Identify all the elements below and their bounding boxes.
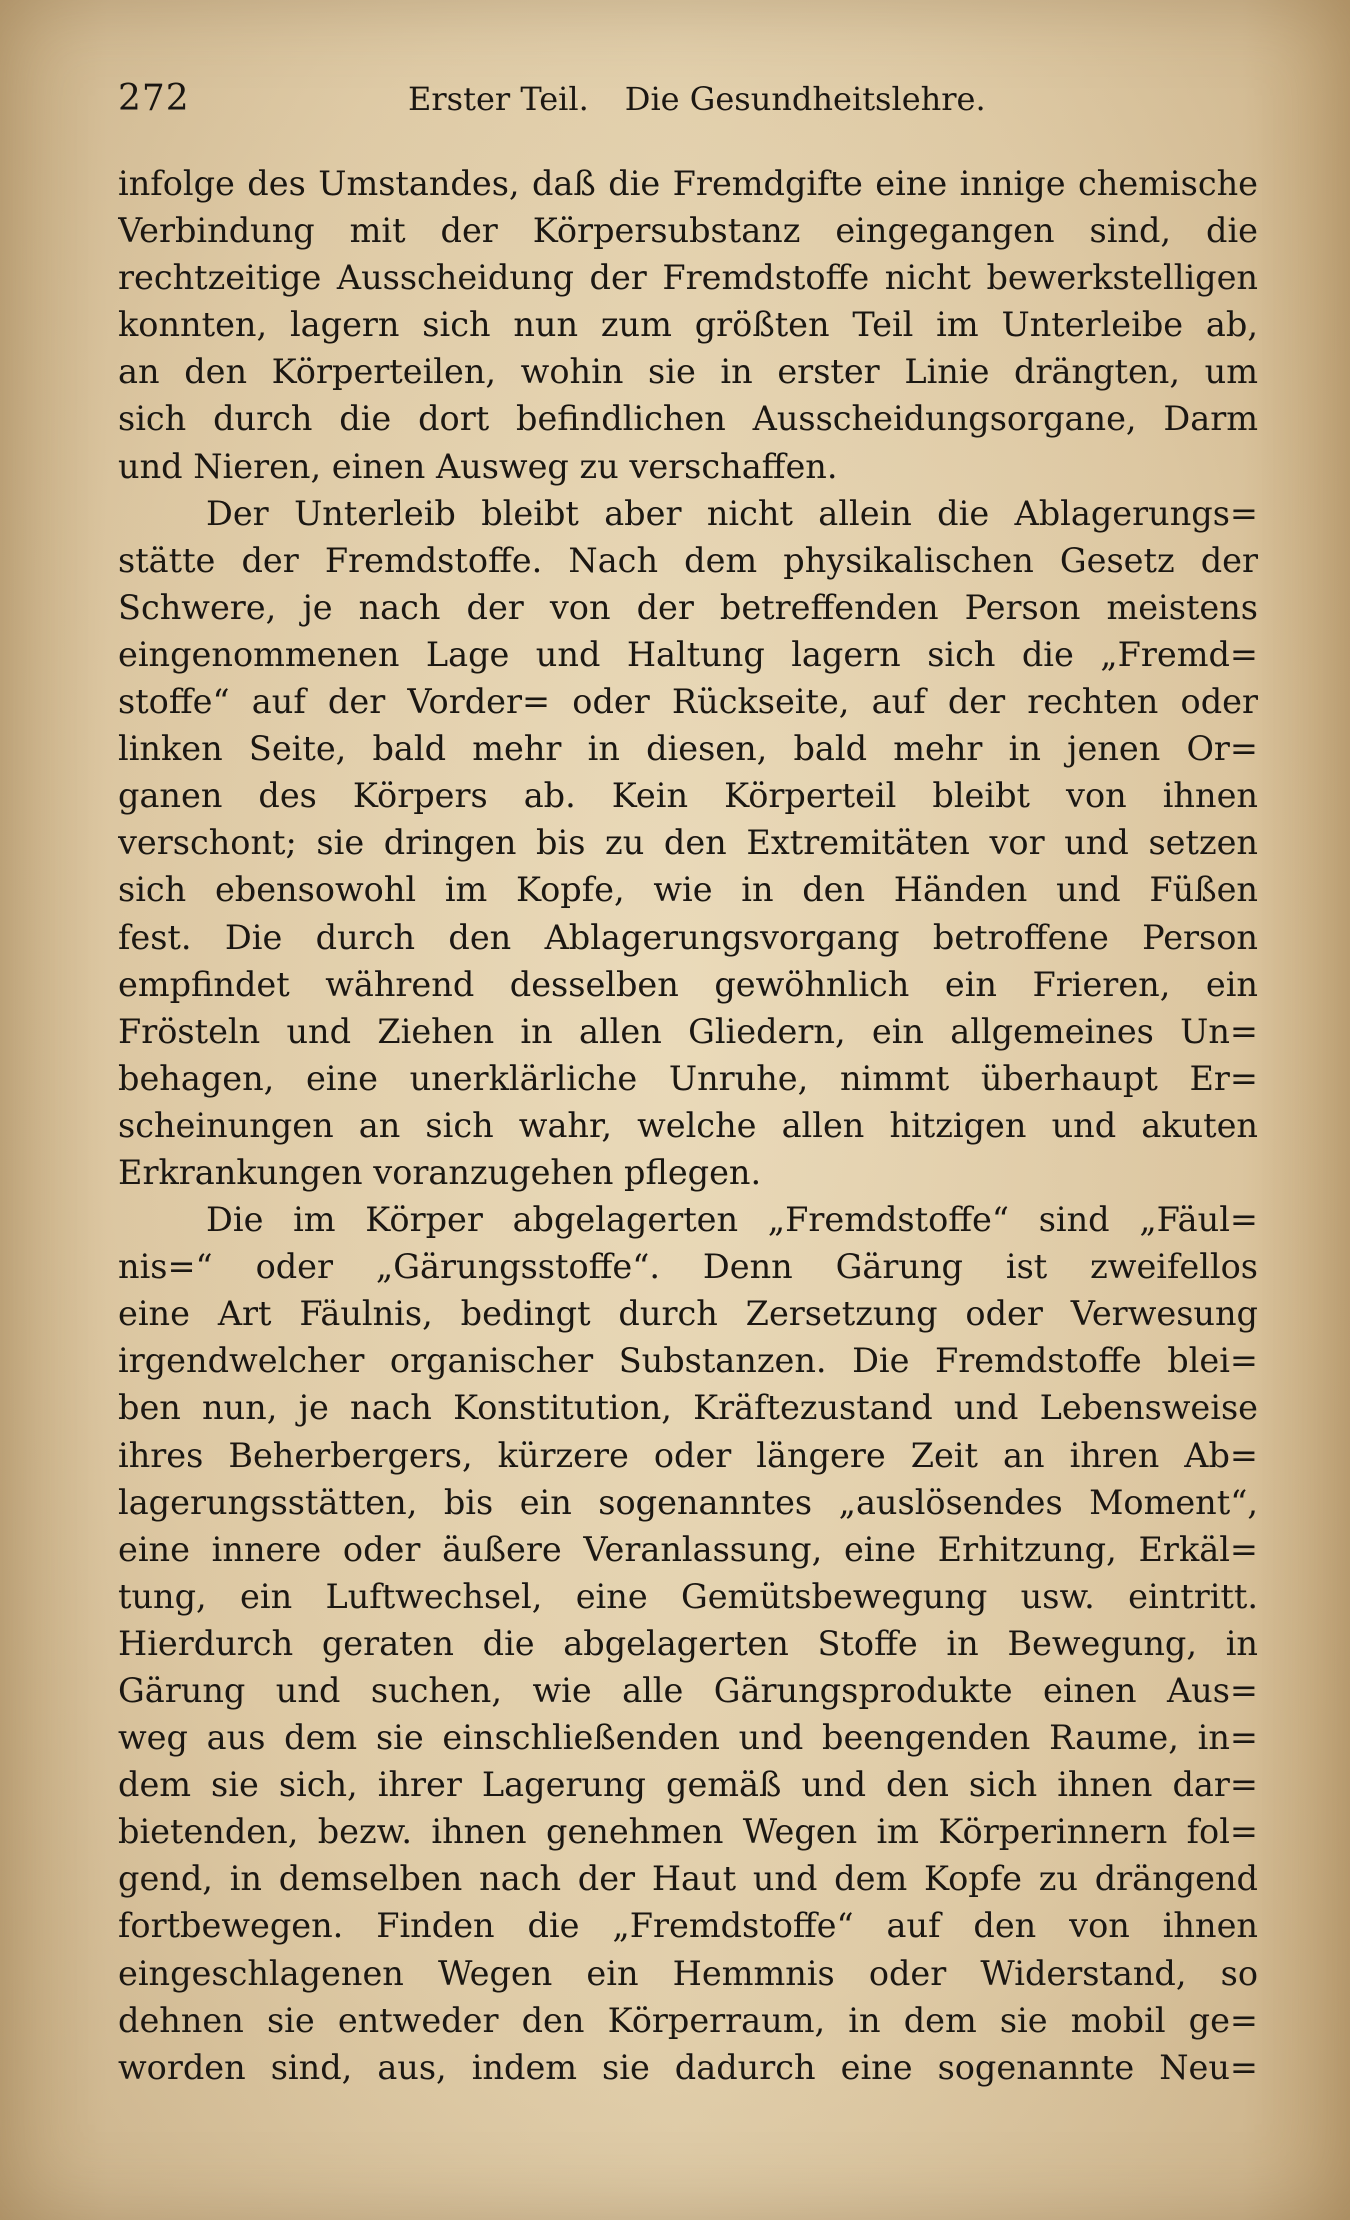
paragraph	[118, 490, 1258, 1196]
text-line: rechtzeitige Ausscheidung der Fremdstoffe nicht bewerkstelligen	[118, 258, 1258, 298]
text-line: Schwere, je nach der von der betreffenden Person meistens	[118, 587, 1258, 627]
running-head-section: Die Gesundheitslehre.	[624, 80, 986, 118]
text-line: lagerungsstätten, bis ein sogenanntes „auslösendes Moment“,	[118, 1482, 1258, 1522]
text-line: stoffe“ auf der Vorder= oder Rückseite, auf der rechten oder	[118, 682, 1258, 722]
text-line: nis=“ oder „Gärungsstoffe“. Denn Gärung ist zweifellos	[118, 1247, 1258, 1287]
text-line: und Nieren, einen Ausweg zu verschaffen.	[118, 446, 838, 486]
text-line: dehnen sie entweder den Körperraum, in dem sie mobil ge=	[118, 2000, 1258, 2040]
text-line: Gärung und suchen, wie alle Gärungsprodukte einen Aus=	[118, 1671, 1258, 1710]
page-number: 272	[118, 78, 190, 119]
text-line: Frösteln und Ziehen in allen Gliedern, ein allgemeines Un=	[118, 1011, 1258, 1051]
text-line: fest. Die durch den Ablagerungsvorgang betroffene Person	[118, 917, 1258, 957]
text-line: eingeschlagenen Wegen ein Hemmnis oder Widerstand, so	[118, 1953, 1258, 1993]
text-line: linken Seite, bald mehr in diesen, bald mehr in jenen Or=	[118, 729, 1258, 769]
text-line: an den Körperteilen, wohin sie in erster Linie drängten, um	[118, 352, 1258, 392]
text-line: stätte der Fremdstoffe. Nach dem physikalischen Gesetz der	[118, 540, 1258, 580]
text-line: gend, in demselben nach der Haut und dem Kopfe zu drängend	[118, 1859, 1258, 1899]
running-head-part: Erster Teil.	[408, 80, 589, 118]
text-line: scheinungen an sich wahr, welche allen hitzigen und akuten	[118, 1105, 1258, 1145]
text-line: irgendwelcher organischer Substanzen. Die Fremdstoffe blei=	[118, 1341, 1258, 1381]
text-line: ihres Beherbergers, kürzere oder längere Zeit an ihren Ab=	[118, 1435, 1258, 1475]
text-line: tung, ein Luftwechsel, eine Gemütsbewegung usw. eintritt.	[118, 1576, 1258, 1616]
text-line: Erkrankungen voranzugehen pflegen.	[118, 1152, 762, 1192]
text-line: empfindet während desselben gewöhnlich ein Frieren, ein	[118, 964, 1258, 1004]
text-line: eingenommenen Lage und Haltung lagern sich die „Fremd=	[118, 634, 1258, 674]
page-header	[118, 70, 1258, 130]
text-line: ben nun, je nach Konstitution, Kräftezustand und Lebensweise	[118, 1388, 1258, 1428]
paragraph	[118, 1196, 1258, 2091]
text-line: Hierdurch geraten die abgelagerten Stoffe in Bewegung, in	[118, 1623, 1258, 1663]
text-line: Verbindung mit der Körpersubstanz eingegangen sind, die	[118, 211, 1258, 251]
text-line: Die im Körper abgelagerten „Fremdstoffe“ sind „Fäul=	[206, 1200, 1258, 1240]
running-head	[408, 80, 986, 118]
text-line: worden sind, aus, indem sie dadurch eine sogenannte Neu=	[118, 2047, 1258, 2087]
text-line: bietenden, bezw. ihnen genehmen Wegen im Körperinnern fol=	[118, 1812, 1258, 1852]
text-line: infolge des Umstandes, daß die Fremdgifte eine innige chemische	[118, 164, 1258, 203]
text-line: Der Unterleib bleibt aber nicht allein die Ablagerungs=	[206, 493, 1258, 533]
text-line: ganen des Körpers ab. Kein Körperteil bleibt von ihnen	[118, 776, 1258, 816]
text-line: verschont; sie dringen bis zu den Extremitäten vor und setzen	[118, 823, 1258, 863]
text-line: eine Art Fäulnis, bedingt durch Zersetzung oder Verwesung	[118, 1294, 1258, 1334]
text-line: eine innere oder äußere Veranlassung, eine Erhitzung, Erkäl=	[118, 1529, 1258, 1569]
text-line: dem sie sich, ihrer Lagerung gemäß und den sich ihnen dar=	[118, 1765, 1258, 1805]
text-line: behagen, eine unerklärliche Unruhe, nimmt überhaupt Er=	[118, 1058, 1258, 1098]
body-text	[118, 160, 1258, 2091]
text-line: sich durch die dort befindlichen Ausscheidungsorgane, Darm	[118, 399, 1258, 439]
paragraph	[118, 160, 1258, 490]
text-line: sich ebensowohl im Kopfe, wie in den Händen und Füßen	[118, 870, 1258, 910]
text-line: weg aus dem sie einschließenden und beengenden Raume, in=	[118, 1718, 1258, 1758]
text-line: konnten, lagern sich nun zum größten Teil im Unterleibe ab,	[118, 305, 1258, 345]
text-line: fortbewegen. Finden die „Fremdstoffe“ auf den von ihnen	[118, 1906, 1258, 1946]
